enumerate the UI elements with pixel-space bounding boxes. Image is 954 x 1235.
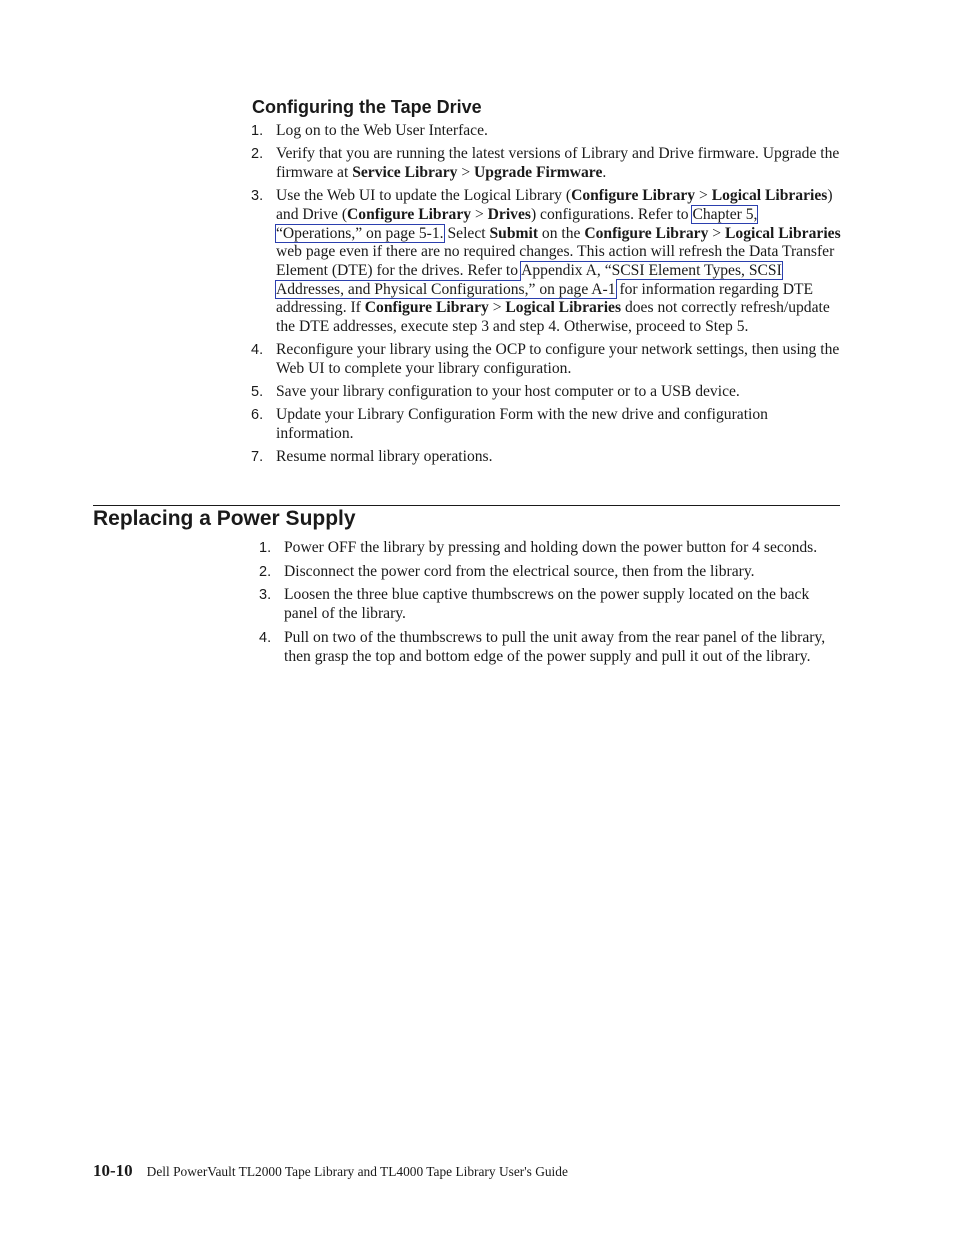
list-item: [251, 122, 841, 141]
step-number: 3.: [251, 188, 264, 205]
tape-drive-steps: [251, 122, 841, 467]
step-text: Save your library configuration to your host computer or to a USB device.: [276, 383, 740, 401]
step-number: 1.: [251, 123, 264, 139]
step-text: Resume normal library operations.: [276, 448, 493, 466]
sentence-end: .: [602, 163, 607, 181]
path-separator: >: [471, 205, 488, 223]
step-number: 3.: [259, 587, 272, 604]
menu-path-configure-library: Configure Library: [364, 299, 489, 317]
page-footer: [93, 1161, 568, 1181]
menu-path-logical-libraries: Logical Libraries: [505, 299, 622, 317]
section-title-replacing-power-supply: Replacing a Power Supply: [93, 507, 356, 530]
step-number: 2.: [251, 146, 264, 163]
step-number: 4.: [259, 629, 272, 646]
path-separator: >: [488, 299, 506, 317]
step-text: ) and Drive (: [276, 187, 833, 223]
link-appendix-a[interactable]: Appendix A, “SCSI Element Types, SCSI Addresses, and Physical Configurations,” on page A-1: [276, 261, 782, 298]
menu-path-configure-library: Configure Library: [571, 187, 696, 205]
list-item: [251, 341, 841, 378]
section-title-configuring-tape-drive: Configuring the Tape Drive: [252, 97, 482, 117]
step-text: Use the Web UI to update the Logical Library (: [276, 187, 572, 205]
list-item: [251, 187, 841, 337]
step-number: 6.: [251, 407, 264, 424]
step-number: 4.: [251, 342, 264, 359]
step-text: Log on to the Web User Interface.: [276, 122, 488, 139]
step-text: Update your Library Configuration Form with the new drive and configuration information.: [276, 406, 768, 443]
path-separator: >: [457, 163, 475, 181]
step-text: Pull on two of the thumbscrews to pull the unit away from the rear panel of the library, then grasp the top and bottom edge of the power supply and pull it out of the library.: [284, 628, 826, 665]
guide-title: Dell PowerVault TL2000 Tape Library and TL4000 Tape Library User's Guide: [146, 1164, 568, 1179]
menu-path-configure-library: Configure Library: [347, 205, 472, 223]
menu-path-service-library: Service Library: [352, 163, 458, 181]
step-text: for information regarding DTE addressing. If: [276, 280, 814, 317]
link-chapter-5-operations[interactable]: Chapter 5, “Operations,” on page 5-1.: [276, 205, 758, 242]
page-number: 10-10: [93, 1161, 133, 1180]
step-text: Reconfigure your library using the OCP to configure your network settings, then using the Web UI to complete your library configuration.: [276, 341, 840, 377]
path-separator: >: [695, 187, 712, 205]
list-item: [259, 629, 839, 666]
list-item: [251, 383, 841, 402]
power-supply-steps: [259, 539, 839, 666]
list-item: [251, 145, 841, 182]
step-number: 7.: [251, 449, 264, 466]
menu-path-configure-library: Configure Library: [584, 224, 709, 242]
list-item: [259, 539, 839, 558]
submit-label: Submit: [489, 224, 539, 242]
menu-path-upgrade-firmware: Upgrade Firmware: [474, 163, 603, 181]
step-text: Verify that you are running the latest versions of Library and Drive firmware. Upgrade the firmware at: [276, 145, 840, 181]
step-text: ) configurations. Refer to: [530, 205, 693, 223]
step-number: 2.: [259, 563, 272, 580]
path-separator: >: [708, 224, 725, 242]
step-text: Loosen the three blue captive thumbscrews on the power supply located on the back panel of the library.: [284, 586, 810, 623]
list-item: [251, 448, 841, 467]
menu-path-drives: Drives: [487, 205, 531, 223]
menu-path-logical-libraries: Logical Libraries: [725, 224, 841, 242]
step-text: web page even if there are no required changes. This action will refresh the Data Transfer Element (DTE) for the drives. Refer to: [276, 243, 835, 279]
step-text: on the: [538, 224, 585, 242]
step-text: does not correctly refresh/update the DTE addresses, execute step 3 and step 4. Otherwise, proceed to Step 5.: [276, 299, 830, 336]
step-text: Disconnect the power cord from the electrical source, then from the library.: [284, 562, 755, 580]
section-divider: [93, 505, 840, 506]
list-item: [259, 586, 839, 623]
menu-path-logical-libraries: Logical Libraries: [711, 187, 828, 205]
step-text: Power OFF the library by pressing and holding down the power button for 4 seconds.: [284, 539, 818, 556]
list-item: [259, 563, 839, 582]
step-number: 5.: [251, 384, 264, 401]
list-item: [251, 406, 841, 443]
step-number: 1.: [259, 540, 272, 556]
step-text: Select: [443, 224, 490, 242]
